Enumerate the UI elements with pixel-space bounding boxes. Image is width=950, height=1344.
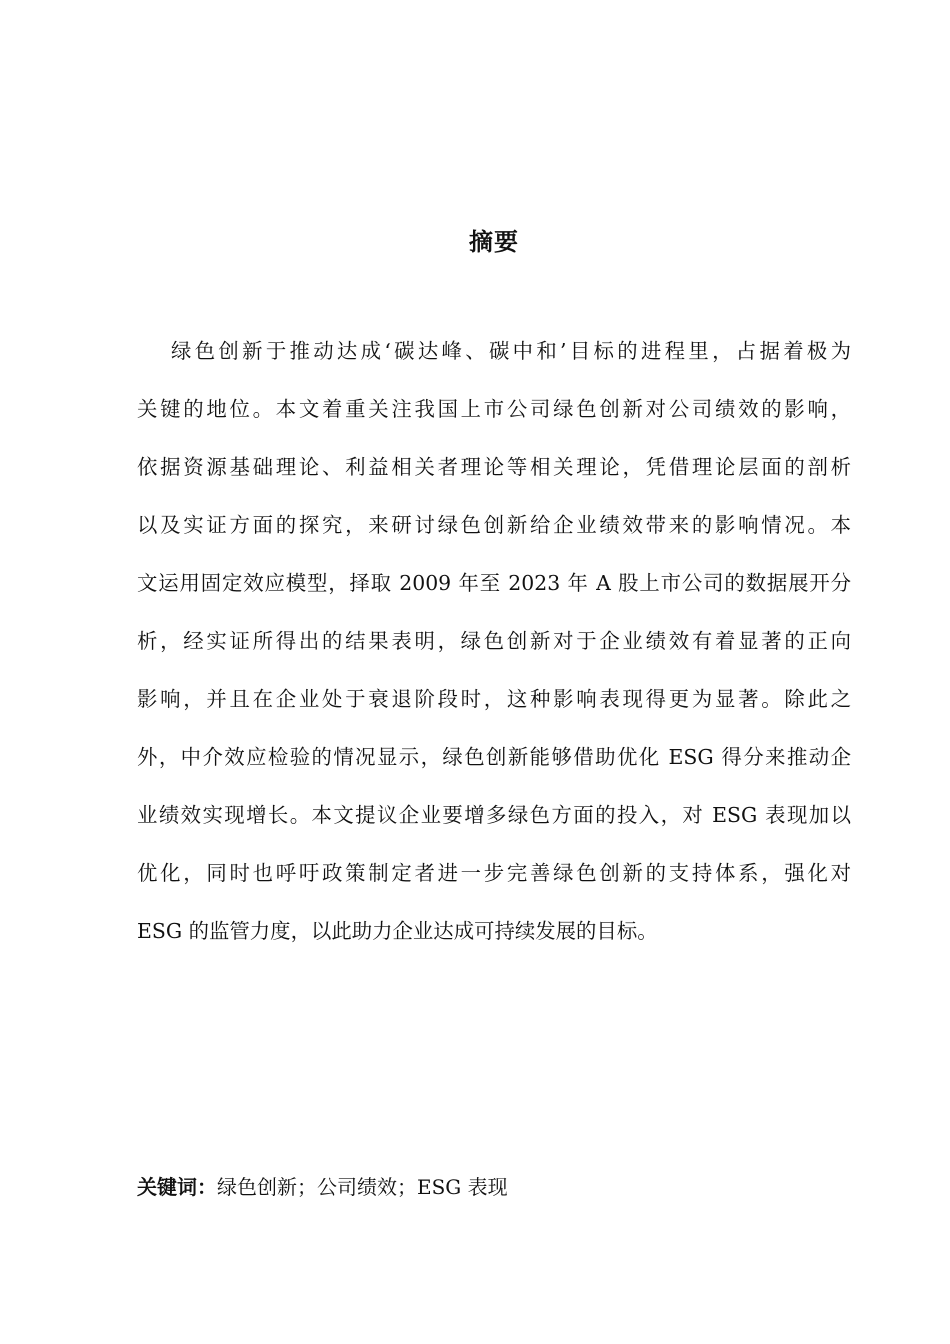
abstract-body (137, 322, 851, 960)
keywords-value: 绿色创新；公司绩效；ESG 表现 (217, 1175, 508, 1199)
abstract-line: 优化，同时也呼吁政策制定者进一步完善绿色创新的支持体系，强化对 (137, 861, 851, 885)
abstract-line: 以及实证方面的探究，来研讨绿色创新给企业绩效带来的影响情况。本 (137, 513, 851, 537)
abstract-line: 文运用固定效应模型，择取 2009 年至 2023 年 A 股上市公司的数据展开分 (137, 571, 851, 595)
keywords-label: 关键词： (137, 1175, 217, 1199)
abstract-line: 析，经实证所得出的结果表明，绿色创新对于企业绩效有着显著的正向 (137, 629, 851, 653)
keywords-line (137, 1172, 508, 1202)
abstract-line: ESG 的监管力度，以此助力企业达成可持续发展的目标。 (137, 919, 658, 943)
abstract-line: 绿色创新于推动达成‘碳达峰、碳中和’目标的进程里，占据着极为 (171, 339, 851, 363)
abstract-line: 业绩效实现增长。本文提议企业要增多绿色方面的投入，对 ESG 表现加以 (137, 803, 851, 827)
abstract-line: 依据资源基础理论、利益相关者理论等相关理论，凭借理论层面的剖析 (137, 455, 851, 479)
abstract-line: 关键的地位。本文着重关注我国上市公司绿色创新对公司绩效的影响， (137, 397, 851, 421)
abstract-line: 影响，并且在企业处于衰退阶段时，这种影响表现得更为显著。除此之 (137, 687, 851, 711)
abstract-line: 外，中介效应检验的情况显示，绿色创新能够借助优化 ESG 得分来推动企 (137, 745, 851, 769)
page-title: 摘要 (469, 228, 519, 256)
